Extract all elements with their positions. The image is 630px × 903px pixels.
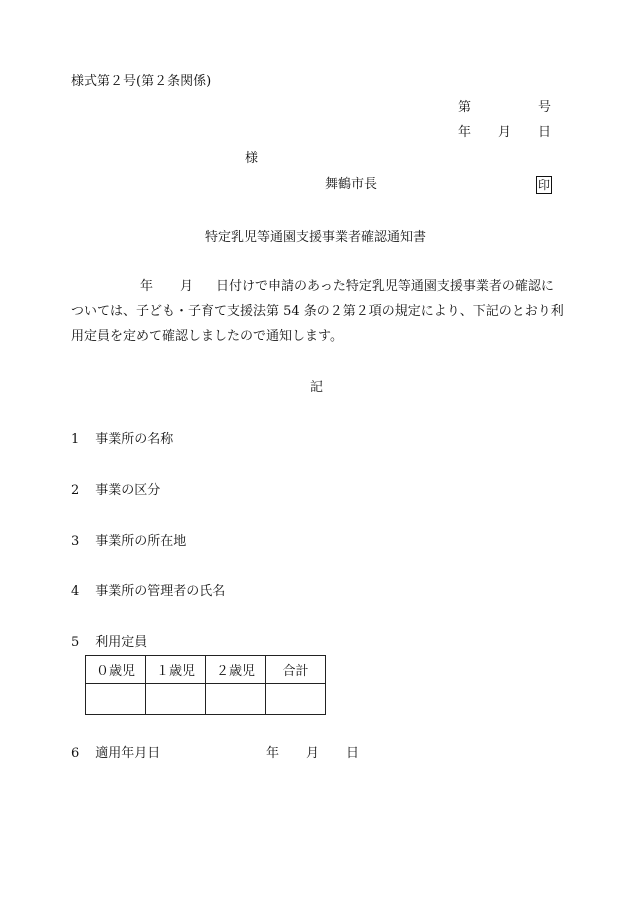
capacity-value-age-2[interactable] (206, 684, 266, 715)
issuer-name: 舞鶴市長 (325, 177, 378, 192)
capacity-value-total[interactable] (266, 684, 326, 715)
item-label: 事業の区分 (95, 483, 161, 498)
item-number: 6 (71, 746, 80, 761)
capacity-table (85, 655, 326, 715)
seal-mark (536, 176, 552, 194)
item-label: 利用定員 (95, 635, 148, 650)
date-year: 年 (458, 125, 472, 140)
capacity-value-age-1[interactable] (146, 684, 206, 715)
effective-date-month: 月 (306, 746, 320, 761)
body-year: 年 (140, 279, 154, 294)
doc-number-suffix: 号 (538, 100, 552, 115)
item-number: 4 (71, 584, 80, 599)
item-6 (71, 746, 160, 762)
capacity-value-age-0[interactable] (86, 684, 146, 715)
doc-number-prefix: 第 (458, 100, 472, 115)
capacity-table-header-row (86, 656, 326, 684)
item-number: 1 (71, 432, 80, 447)
item-number: 2 (71, 483, 80, 498)
item-label: 事業所の所在地 (95, 534, 187, 549)
document-title: 特定乳児等通園支援事業者確認通知書 (205, 230, 427, 245)
body-line-1-text: 日付けで申請のあった特定乳児等通園支援事業者の確認に (216, 279, 554, 294)
body-line-1 (71, 279, 561, 295)
item-2 (71, 483, 160, 499)
body-line-2: ついては、子ども・子育て支援法第 54 条の２第２項の規定により、下記のとおり利 (71, 304, 564, 319)
capacity-table-value-row (86, 684, 326, 715)
item-4 (71, 584, 225, 600)
date-month: 月 (498, 125, 512, 140)
note-heading: 記 (310, 380, 324, 395)
item-label: 事業所の管理者の氏名 (95, 584, 226, 599)
form-id: 様式第２号(第２条関係) (71, 74, 212, 89)
capacity-header-total: 合計 (266, 656, 326, 684)
item-5 (71, 635, 147, 651)
item-3 (71, 534, 186, 550)
effective-date-year: 年 (266, 746, 280, 761)
date-day: 日 (538, 125, 552, 140)
item-label: 事業所の名称 (95, 432, 174, 447)
capacity-header-age-2: ２歳児 (206, 656, 266, 684)
effective-date-day: 日 (346, 746, 360, 761)
item-number: 5 (71, 635, 80, 650)
item-1 (71, 432, 173, 448)
capacity-header-age-1: １歳児 (146, 656, 206, 684)
seal-icon: 印 (537, 178, 550, 192)
item-label: 適用年月日 (95, 746, 161, 761)
body-line-3: 用定員を定めて確認しましたので通知します。 (71, 329, 343, 344)
item-number: 3 (71, 534, 80, 549)
capacity-header-age-0: ０歳児 (86, 656, 146, 684)
body-month: 月 (180, 279, 194, 294)
addressee-suffix: 様 (245, 151, 259, 166)
